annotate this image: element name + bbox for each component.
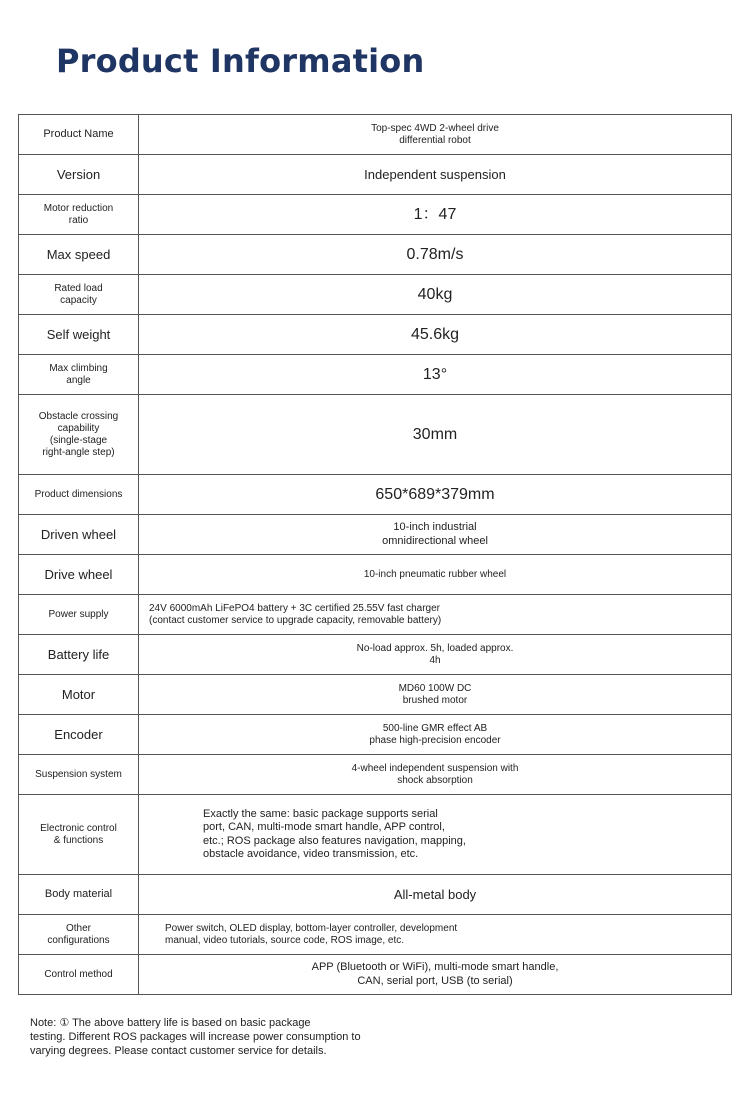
table-row (19, 395, 732, 475)
row-label: Rated load capacity (19, 275, 139, 315)
row-value: Top-spec 4WD 2-wheel drive differential robot (139, 115, 732, 155)
row-label: Motor (19, 675, 139, 715)
table-row (19, 715, 732, 755)
row-value: 24V 6000mAh LiFePO4 battery + 3C certified 25.55V fast charger (contact customer service to upgrade capacity, removable battery) (139, 595, 732, 635)
row-label: Product Name (19, 115, 139, 155)
page-title: Product Information (56, 42, 425, 80)
row-value: 13° (139, 355, 732, 395)
row-value: 1：47 (139, 195, 732, 235)
table-row (19, 355, 732, 395)
row-value: 10-inch industrial omnidirectional wheel (139, 515, 732, 555)
table-row (19, 155, 732, 195)
table-row (19, 515, 732, 555)
row-label: Power supply (19, 595, 139, 635)
row-value: Exactly the same: basic package supports serial port, CAN, multi-mode smart handle, APP control, etc.; ROS package also features navigation, mapping, obstacle avoidance, video transmission, etc. (139, 795, 732, 875)
row-label: Motor reduction ratio (19, 195, 139, 235)
table-row (19, 915, 732, 955)
table-row (19, 275, 732, 315)
row-label: Drive wheel (19, 555, 139, 595)
row-value: 10-inch pneumatic rubber wheel (139, 555, 732, 595)
row-label: Version (19, 155, 139, 195)
table-row (19, 315, 732, 355)
row-label: Electronic control & functions (19, 795, 139, 875)
row-value: 40kg (139, 275, 732, 315)
row-label: Driven wheel (19, 515, 139, 555)
row-label: Battery life (19, 635, 139, 675)
row-value: 650*689*379mm (139, 475, 732, 515)
row-value: 500-line GMR effect AB phase high-precision encoder (139, 715, 732, 755)
table-row (19, 635, 732, 675)
table-row (19, 195, 732, 235)
spec-table (18, 114, 732, 995)
row-label: Body material (19, 875, 139, 915)
row-label: Obstacle crossing capability (single-stage right-angle step) (19, 395, 139, 475)
table-row (19, 955, 732, 995)
row-value: 30mm (139, 395, 732, 475)
row-label: Suspension system (19, 755, 139, 795)
row-value: 0.78m/s (139, 235, 732, 275)
row-value: No-load approx. 5h, loaded approx. 4h (139, 635, 732, 675)
row-label: Max speed (19, 235, 139, 275)
table-row (19, 595, 732, 635)
row-value: MD60 100W DC brushed motor (139, 675, 732, 715)
row-value: APP (Bluetooth or WiFi), multi-mode smart handle, CAN, serial port, USB (to serial) (139, 955, 732, 995)
row-value: All-metal body (139, 875, 732, 915)
row-value: Power switch, OLED display, bottom-layer controller, development manual, video tutorials, source code, ROS image, etc. (139, 915, 732, 955)
table-row (19, 795, 732, 875)
table-row (19, 675, 732, 715)
footnote: Note: ① The above battery life is based on basic package testing. Different ROS packages will increase power consumption to varying degrees. Please contact customer service for details. (30, 1017, 361, 1057)
row-value: 45.6kg (139, 315, 732, 355)
row-label: Self weight (19, 315, 139, 355)
table-row (19, 235, 732, 275)
row-label: Control method (19, 955, 139, 995)
table-row (19, 875, 732, 915)
row-value: Independent suspension (139, 155, 732, 195)
row-value: 4-wheel independent suspension with shock absorption (139, 755, 732, 795)
table-row (19, 555, 732, 595)
table-row (19, 115, 732, 155)
row-label: Product dimensions (19, 475, 139, 515)
row-label: Other configurations (19, 915, 139, 955)
table-row (19, 475, 732, 515)
row-label: Encoder (19, 715, 139, 755)
row-label: Max climbing angle (19, 355, 139, 395)
table-row (19, 755, 732, 795)
